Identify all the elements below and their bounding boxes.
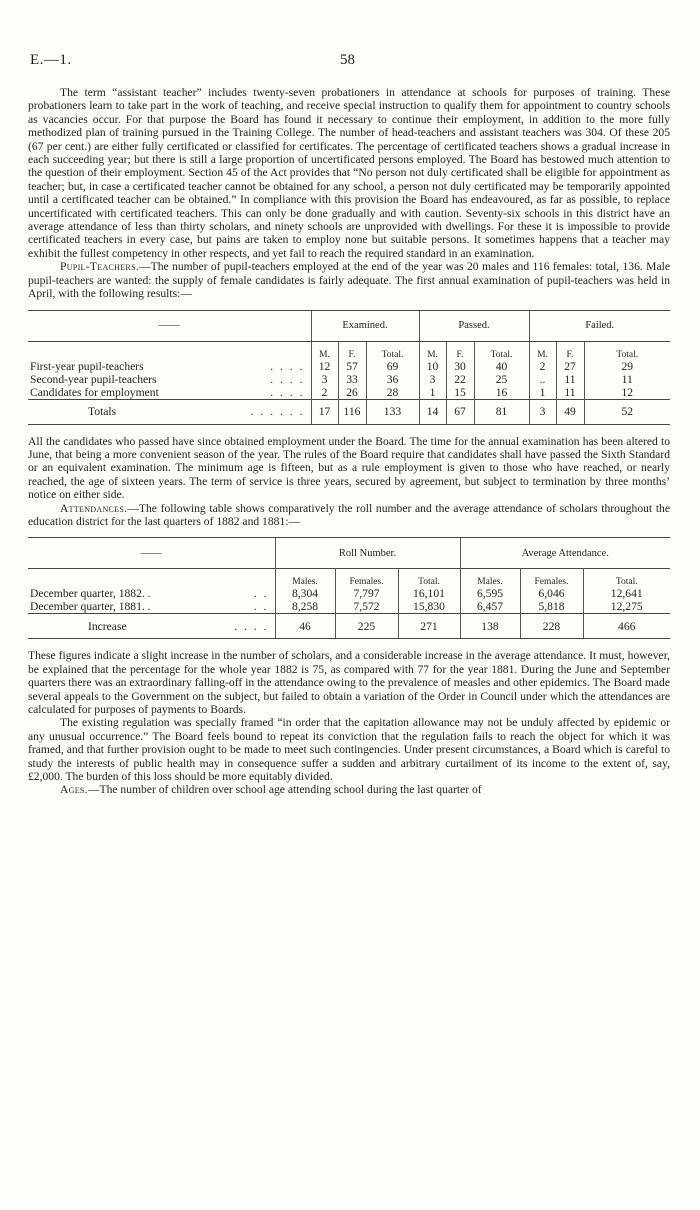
leader-dots: . .: [253, 587, 269, 601]
leader-dots: . . . .: [223, 614, 275, 639]
paragraph-pupil-teachers: [28, 260, 670, 300]
table-cell: 40: [474, 360, 529, 373]
table-cell: 30: [446, 360, 474, 373]
total-cell: 49: [556, 399, 584, 424]
table-row: [28, 373, 670, 386]
paragraph-ages-text: —The number of children over school age attending school during the last quarter of: [87, 783, 482, 797]
table-cell: 3: [311, 373, 338, 386]
total-cell: 138: [460, 614, 520, 639]
table-cell: 33: [338, 373, 366, 386]
leader-dots: . . . . . .: [208, 399, 311, 424]
table-cell: 28: [366, 386, 419, 400]
subheader-cell: M.: [419, 341, 446, 360]
column-group-average-attendance: Average Attendance.: [460, 538, 670, 569]
subheader-cell: F.: [446, 341, 474, 360]
row-label: December quarter, 1882. .: [30, 587, 151, 601]
table-cell: 36: [366, 373, 419, 386]
table-total-row: [28, 399, 670, 424]
table-cell: 7,797: [335, 587, 398, 600]
column-group-roll-number: Roll Number.: [275, 538, 460, 569]
total-label: Totals: [28, 399, 208, 424]
table-cell: 25: [474, 373, 529, 386]
table-subheader-row: [28, 341, 670, 360]
total-cell: 133: [366, 399, 419, 424]
table-cell: 2: [529, 360, 556, 373]
section-heading-attendances: Attendances.: [60, 501, 128, 515]
subheader-cell: Females.: [335, 569, 398, 588]
table-cell: 11: [584, 373, 670, 386]
subheader-cell: Total.: [583, 569, 670, 588]
paragraph-attendances-text: —The following table shows comparatively the roll number and the average attendance of scholars throughout the education district for the last quarters of 1882 and 1881:—: [28, 501, 670, 528]
paragraph-assistant-teachers: The term “assistant teacher” includes twenty-seven probationers in attendance at schools for purposes of training. These probationers learn to take part in the work of teaching, and receive special instruction to qualify them for appointment to country schools as vacancies occur. For that purpose the Board has found it necessary to continue their employment, in addition to the more fully methodized plan of training pursued in the Training College. The number of head-teachers and assistant teachers was 304. Of these 205 (67 per cent.) are either fully certificated or classified for certificates. The percentage of certificated teachers shows a gradual increase in each succeeding year; but there is still a large proportion of uncertificated persons employed. The Board has bestowed much attention to the question of their employment. Section 45 of the Act provides that “No person not duly certificated shall be eligible for appointment as teacher; but, in case a certificated teacher cannot be obtained for any school, a person not duly certificated may be temporarily appointed until a certificated teacher can be obtained.” In compliance with this provision the Board has endeavoured, as far as possible, to replace uncertificated with certificated teachers. This can only be done gradually and with caution. Seventy-six schools in this district have an average attendance of less than thirty scholars, and ninety schools are unprovided with dwellings. For these it is impossible to provide certificated teachers in every case, but pains are taken to employ none but suitable persons. It sometimes happens that a teacher may exhibit the fullest competency in other respects, and yet fail to reach the required standard in an examination.: [28, 86, 670, 260]
table-cell: 8,304: [275, 587, 335, 600]
table-cell: 29: [584, 360, 670, 373]
section-heading-ages: Ages.: [60, 783, 88, 797]
table-cell: 6,046: [520, 587, 583, 600]
table-cell: ..: [529, 373, 556, 386]
row-label: First-year pupil-teachers: [30, 359, 144, 373]
table-cell: 16,101: [398, 587, 460, 600]
table-row: [28, 600, 670, 614]
table-header-row: [28, 310, 670, 341]
total-cell: 271: [398, 614, 460, 639]
total-cell: 14: [419, 399, 446, 424]
table-cell: 69: [366, 360, 419, 373]
subheader-cell: F.: [338, 341, 366, 360]
subheader-cell: Males.: [275, 569, 335, 588]
column-group-failed: Failed.: [529, 310, 670, 341]
total-cell: 67: [446, 399, 474, 424]
subheader-cell: Males.: [460, 569, 520, 588]
subheader-cell: F.: [556, 341, 584, 360]
total-cell: 466: [583, 614, 670, 639]
table-total-row: [28, 614, 670, 639]
table-cell: 15: [446, 386, 474, 400]
total-cell: 116: [338, 399, 366, 424]
subheader-cell: Total.: [366, 341, 419, 360]
table-cell: 5,818: [520, 600, 583, 614]
table-cell: 3: [419, 373, 446, 386]
paragraph-regulation: The existing regulation was specially framed “in order that the capitation allowance may not be unduly affected by epidemic or any unusual occurrence.” The Board feels bound to repeat its conviction that the regulation fails to reach the object for which it was framed, and that further provision ought to be made to meet such contingencies. Under present circumstances, a Board which is careful to study the interests of public health may in consequence suffer a sudden and arbitrary curtailment of its income to the extent of, say, £2,000. The burden of this loss should be more equitably divided.: [28, 716, 670, 783]
table-cell: 6,457: [460, 600, 520, 614]
table-row: [28, 587, 670, 600]
page-number: 58: [340, 52, 355, 68]
total-cell: 81: [474, 399, 529, 424]
subheader-cell: Total.: [474, 341, 529, 360]
table-corner: ——: [28, 538, 275, 569]
row-label: Candidates for employment: [30, 385, 159, 399]
column-group-passed: Passed.: [419, 310, 529, 341]
table-cell: 22: [446, 373, 474, 386]
table-cell: 12,275: [583, 600, 670, 614]
column-group-examined: Examined.: [311, 310, 419, 341]
total-cell: 3: [529, 399, 556, 424]
document-page: [28, 0, 670, 797]
table-cell: 6,595: [460, 587, 520, 600]
table-cell: 2: [311, 386, 338, 400]
paragraph-figures: These figures indicate a slight increase in the number of scholars, and a considerable increase in the average attendance. It must, however, be explained that the percentage for the whole year 1882 is 75, as compared with 77 for the year 1881. During the June and September quarters there was an extraordinary falling-off in the attendance owing to the prevalence of measles and other epidemics. The Board made several appeals to the Government on the subject, but failed to obtain a variation of the Order in Council under which the attendances are calculated for purposes of payments to Boards.: [28, 649, 670, 716]
table-cell: 27: [556, 360, 584, 373]
total-cell: 228: [520, 614, 583, 639]
table-cell: 57: [338, 360, 366, 373]
paragraph-ages: [28, 783, 670, 796]
parliamentary-paper-ref: E.—1.: [30, 52, 72, 68]
section-heading-pupil-teachers: Pupil-Teachers.: [60, 260, 140, 274]
table-cell: 16: [474, 386, 529, 400]
table-row: [28, 386, 670, 400]
total-label: Increase: [28, 614, 223, 639]
paragraph-pupil-teachers-text: —The number of pupil-teachers employed at the end of the year was 20 males and 116 females: total, 136. Male pupil-teachers are wanted: the supply of female candidates is fairly adequate. The first annual examination of pupil-teachers was held in April, with the following results:—: [28, 260, 670, 301]
table-cell: 10: [419, 360, 446, 373]
total-cell: 17: [311, 399, 338, 424]
subheader-cell: M.: [311, 341, 338, 360]
leader-dots: . . . .: [270, 385, 305, 399]
leader-dots: . . . .: [270, 359, 305, 373]
table-cell: 12: [311, 360, 338, 373]
table-cell: 11: [556, 373, 584, 386]
paragraph-candidates: All the candidates who passed have since obtained employment under the Board. The time for the annual examination has been altered to June, that being a more convenient season of the year. The rules of the Board require that candidates shall have passed the Sixth Standard or an equivalent examination. The minimum age is fifteen, but as a rule employment is given to those who have reached, or nearly reached, the age of sixteen years. The term of service is three years, secured by agreement, but subject to termination by three months’ notice on either side.: [28, 434, 670, 502]
table-cell: 8,258: [275, 600, 335, 614]
total-cell: 52: [584, 399, 670, 424]
table-cell: 1: [419, 386, 446, 400]
leader-dots: . .: [253, 600, 269, 614]
table-cell: 12,641: [583, 587, 670, 600]
row-label: Second-year pupil-teachers: [30, 372, 157, 386]
total-cell: 225: [335, 614, 398, 639]
table-cell: 7,572: [335, 600, 398, 614]
subheader-cell: Females.: [520, 569, 583, 588]
table-cell: 15,830: [398, 600, 460, 614]
paragraph-attendances: [28, 502, 670, 529]
subheader-cell: Total.: [584, 341, 670, 360]
table-row: [28, 360, 670, 373]
page-header: [28, 0, 670, 68]
table-cell: 11: [556, 386, 584, 400]
table-subheader-row: [28, 569, 670, 588]
table-cell: 1: [529, 386, 556, 400]
attendance-table: [28, 537, 670, 639]
leader-dots: . . . .: [270, 372, 305, 386]
subheader-cell: M.: [529, 341, 556, 360]
row-label: December quarter, 1881. .: [30, 600, 151, 614]
table-cell: 26: [338, 386, 366, 400]
table-corner: ——: [28, 310, 311, 341]
total-cell: 46: [275, 614, 335, 639]
pupil-teacher-examination-table: [28, 310, 670, 425]
subheader-cell: Total.: [398, 569, 460, 588]
table-header-row: [28, 538, 670, 569]
table-cell: 12: [584, 386, 670, 400]
